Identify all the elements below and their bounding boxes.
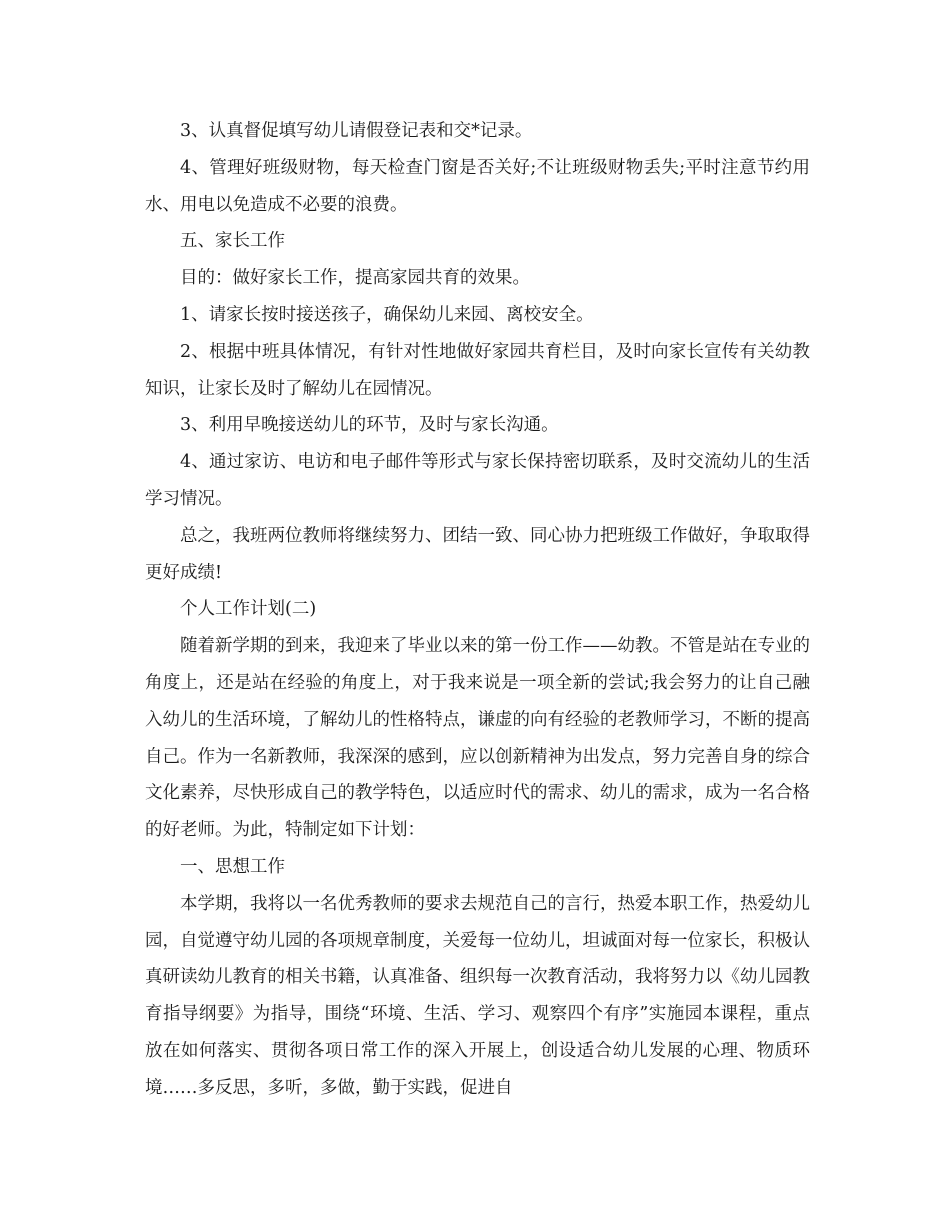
heading-personal-plan-two: 个人工作计划(二) [180, 599, 317, 620]
document-body [145, 113, 810, 1107]
paragraph-this-semester: 本学期，我将以一名优秀教师的要求去规范自己的言行，热爱本职工作，热爱幼儿园，自觉遵守幼儿园的各项规章制度，关爱每一位幼儿，坦诚面对每一位家长，积极认真研读幼儿教育的相关书籍，认真准备、组织每一次教育活动，我将努力以《幼儿园教育指导纲要》为指导，围绕“环境、生活、学习、观察四个有序”实施园本课程，重点放在如何落实、贯彻各项日常工作的深入开展上，创设适合幼儿发展的心理、物质环境……多反思，多听，多做，勤于实践，促进自 [145, 893, 810, 1098]
paragraph-pickup: 1、请家长按时接送孩子，确保幼儿来园、离校安全。 [180, 304, 594, 325]
paragraph-purpose: 目的：做好家长工作，提高家园共育的效果。 [180, 268, 530, 289]
paragraph-class-property: 4、管理好班级财物，每天检查门窗是否关好;不让班级财物丢失;平时注意节约用水、用电以免造成不必要的浪费。 [145, 157, 810, 215]
paragraph-leave-record: 3、认真督促填写幼儿请假登记表和交*记录。 [180, 121, 533, 141]
heading-parent-work: 五、家长工作 [180, 231, 285, 252]
paragraph-summary: 总之，我班两位教师将继续努力、团结一致、同心协力把班级工作做好，争取取得更好成绩! [145, 525, 810, 583]
paragraph-home-visit: 4、通过家访、电访和电子邮件等形式与家长保持密切联系，及时交流幼儿的生活学习情况。 [145, 452, 810, 509]
paragraph-home-school-column: 2、根据中班具体情况，有针对性地做好家园共育栏目，及时向家长宣传有关幼教知识，让家长及时了解幼儿在园情况。 [145, 341, 810, 399]
heading-ideological-work: 一、思想工作 [180, 856, 285, 877]
paragraph-new-semester: 随着新学期的到来，我迎来了毕业以来的第一份工作——幼教。不管是站在专业的角度上，还是站在经验的角度上，对于我来说是一项全新的尝试;我会努力的让自己融入幼儿的生活环境，了解幼儿的性格特点，谦虚的向有经验的老教师学习，不断的提高自己。作为一名新教师，我深深的感到，应以创新精神为出发点，努力完善自身的综合文化素养，尽快形成自己的教学特色，以适应时代的需求、幼儿的需求，成为一名合格的好老师。为此，特制定如下计划： [145, 636, 810, 841]
paragraph-communication: 3、利用早晚接送幼儿的环节，及时与家长沟通。 [180, 415, 559, 436]
